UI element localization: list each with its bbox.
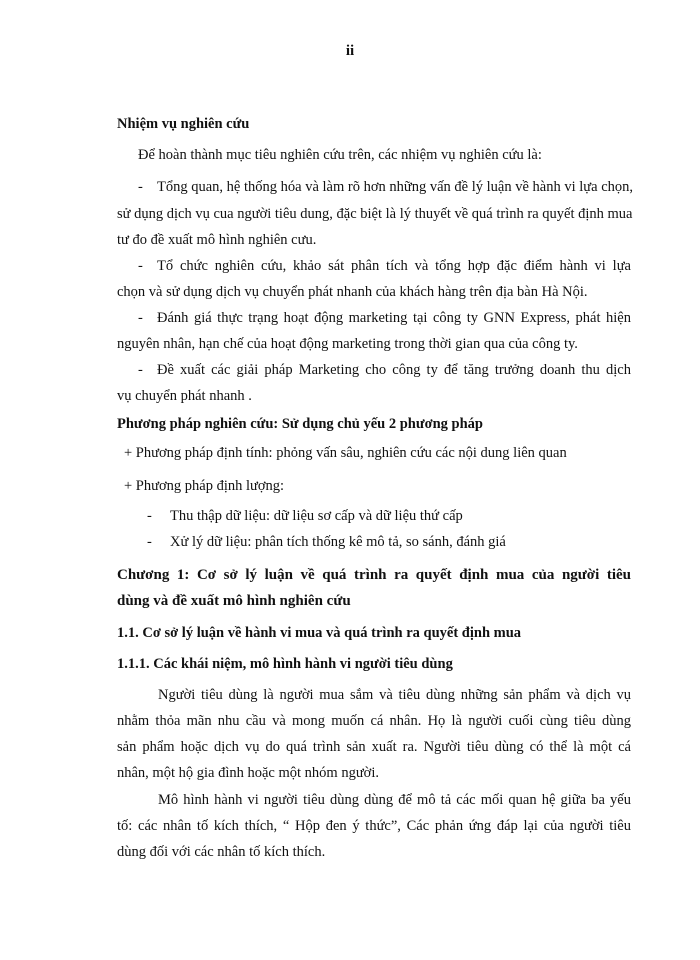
method-sub-2: Xử lý dữ liệu: phân tích thống kê mô tả, so sánh, đánh giá	[170, 534, 506, 550]
paragraph-1-line-1: Người tiêu dùng là người mua sắm và tiêu dùng những sản phẩm và dịch vụ	[158, 687, 631, 703]
task-4-marker: -	[138, 362, 143, 378]
paragraph-2-line-1: Mô hình hành vi người tiêu dùng dùng để mô tả các mối quan hệ giữa ba yếu	[158, 792, 631, 808]
tasks-intro: Để hoàn thành mục tiêu nghiên cứu trên, các nhiệm vụ nghiên cứu là:	[138, 147, 542, 163]
task-1-marker: -	[138, 179, 143, 195]
section-1-1: 1.1. Cơ sở lý luận về hành vi mua và quá trình ra quyết định mua	[117, 625, 522, 641]
task-1-line-1: Tổng quan, hệ thống hóa và làm rõ hơn những vấn đề lý luận về hành vi lựa chọn,	[157, 179, 634, 195]
page-number: ii	[345, 43, 355, 59]
task-3-marker: -	[138, 310, 143, 326]
task-1-line-3: tư đo đề xuất mô hình nghiên cưu.	[117, 232, 317, 248]
task-4-line-2: vụ chuyển phát nhanh .	[117, 388, 252, 404]
methods-quantitative: + Phương pháp định lượng:	[124, 478, 285, 494]
method-sub-2-marker: -	[147, 534, 152, 550]
method-sub-1-marker: -	[147, 508, 152, 524]
method-sub-1: Thu thập dữ liệu: dữ liệu sơ cấp và dữ liệu thứ cấp	[170, 508, 463, 524]
task-3-line-1: Đánh giá thực trạng hoạt động marketing tại công ty GNN Express, phát hiện	[157, 310, 631, 326]
task-4-line-1: Đề xuất các giải pháp Marketing cho công ty để tăng trưởng doanh thu dịch	[157, 362, 631, 378]
methods-heading: Phương pháp nghiên cứu: Sử dụng chủ yếu 2 phương pháp	[117, 416, 483, 432]
section-1-1-1: 1.1.1. Các khái niệm, mô hình hành vi người tiêu dùng	[117, 656, 453, 672]
task-2-line-1: Tổ chức nghiên cứu, khảo sát phân tích và tổng hợp đặc điểm hành vi lựa	[157, 258, 631, 274]
paragraph-2-line-2: tố: các nhân tố kích thích, “ Hộp đen ý thức”, Các phản ứng đáp lại của người tiêu	[117, 818, 631, 834]
paragraph-2-line-3: dùng đối với các nhân tố kích thích.	[117, 844, 326, 860]
chapter-title-line-2: dùng và đề xuất mô hình nghiên cứu	[117, 593, 351, 609]
paragraph-1-line-2: nhằm thỏa mãn nhu cầu và mong muốn cá nhân. Họ là người cuối cùng tiêu dùng	[117, 713, 631, 729]
chapter-title-line-1: Chương 1: Cơ sở lý luận về quá trình ra quyết định mua của người tiêu	[117, 567, 631, 583]
task-3-line-2: nguyên nhân, hạn chế của hoạt động marketing trong thời gian qua của công ty.	[117, 336, 578, 352]
methods-qualitative: + Phương pháp định tính: phỏng vấn sâu, nghiên cứu các nội dung liên quan	[124, 445, 567, 461]
paragraph-1-line-3: sản phẩm hoặc dịch vụ do quá trình sản xuất ra. Người tiêu dùng có thể là một cá	[117, 739, 631, 755]
task-2-marker: -	[138, 258, 143, 274]
task-1-line-2: sử dụng dịch vụ cua người tiêu dung, đặc biệt là lý thuyết về quá trình ra quyết định mua	[117, 206, 633, 222]
tasks-heading: Nhiệm vụ nghiên cứu	[117, 116, 250, 132]
paragraph-1-line-4: nhân, một hộ gia đình hoặc một nhóm người.	[117, 765, 379, 781]
task-2-line-2: chọn và sử dụng dịch vụ chuyển phát nhanh của khách hàng trên địa bàn Hà Nội.	[117, 284, 588, 300]
